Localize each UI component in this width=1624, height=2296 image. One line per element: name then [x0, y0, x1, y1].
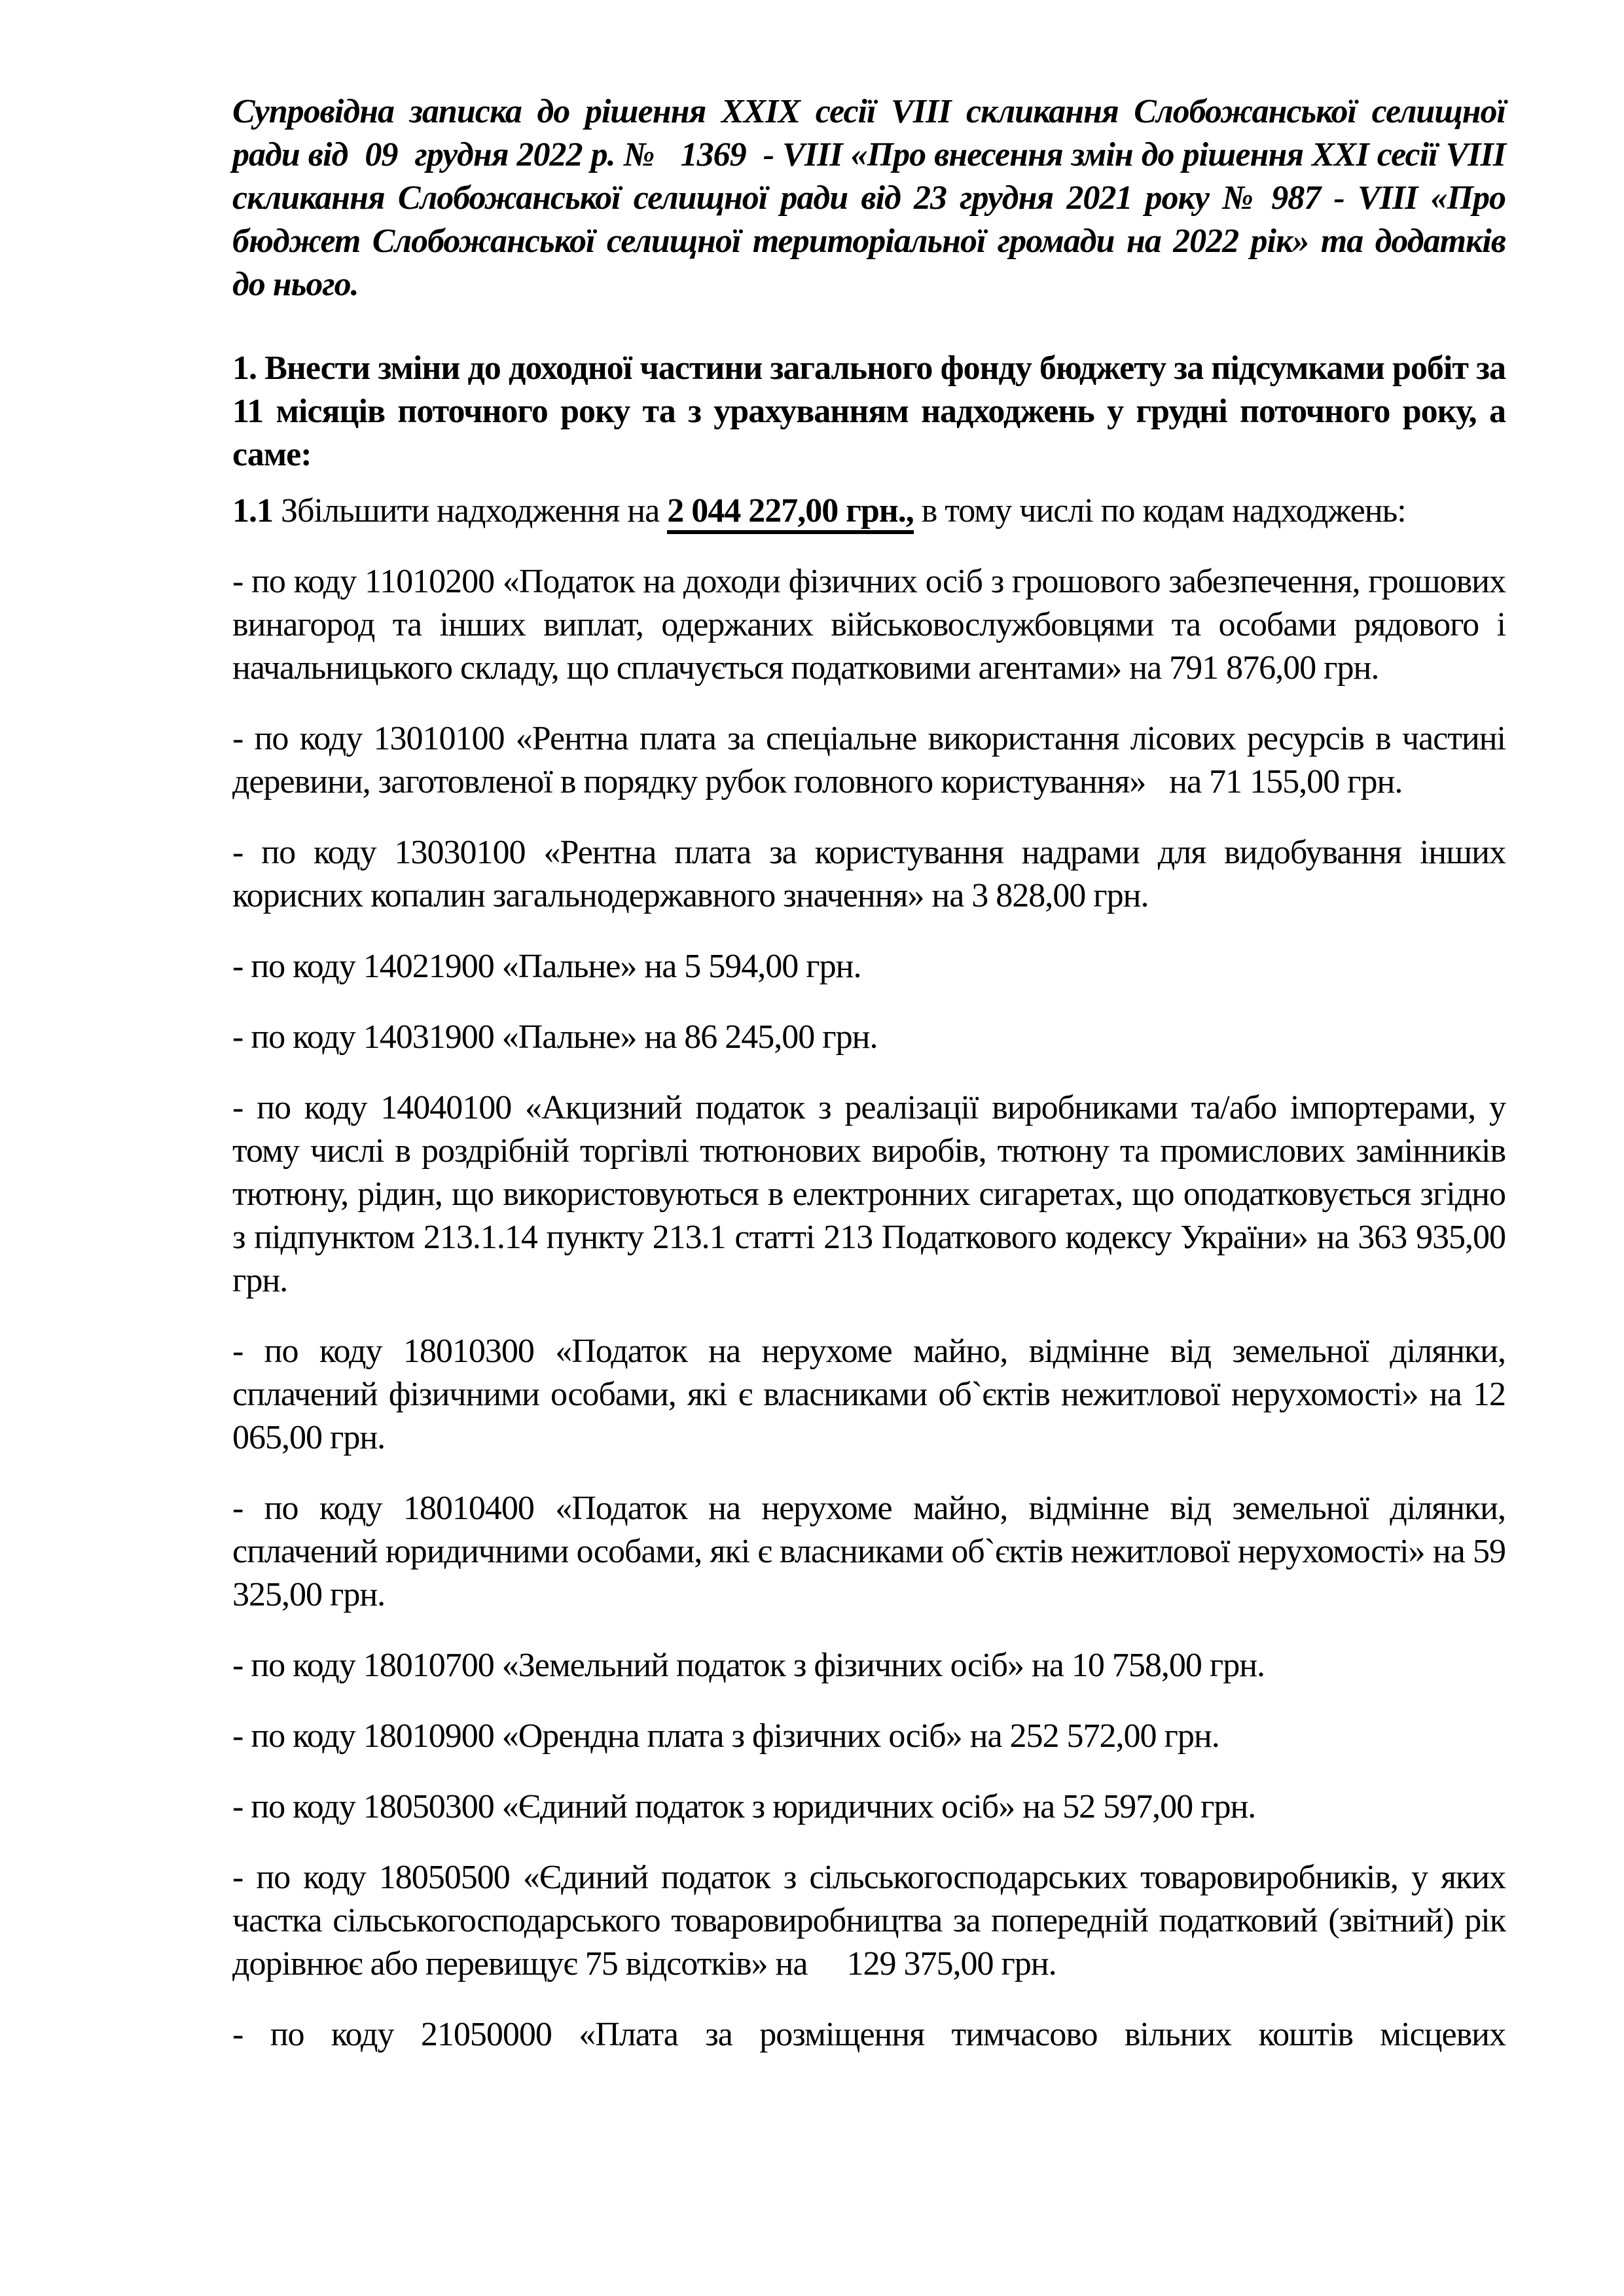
section-1-1-number: 1.1 — [232, 492, 273, 529]
document-title: Супровідна записка до рішення XXIX сесії VIII скликання Слобожанської селищної ради від 09 грудня 2022 р. № 1369 - VIII «Про внесення змін до рішення XXI сесії VIII скликання Слобожанської селищної ради від 23 грудня 2021 року № 987 - VIII «Про бюджет Слобожанської селищної територіальної громади на 2022 рік» та додатків до нього. — [232, 93, 1506, 303]
revenue-item-18010400: - по коду 18010400 «Податок на нерухоме майно, відмінне від земельної ділянки, сплачений юридичними особами, які є власниками об`єктів нежитлової нерухомості» на 59 325,00 грн. — [232, 1490, 1506, 1613]
revenue-item-14031900: - по коду 14031900 «Пальне» на 86 245,00 грн. — [232, 1018, 878, 1056]
section-1-1-lead-text: Збільшити надходження на — [273, 492, 668, 529]
revenue-item-13030100: - по коду 13030100 «Рентна плата за користування надрами для видобування інших корисних копалин загальнодержавного значення» на 3 828,00 грн. — [232, 834, 1506, 914]
revenue-item-11010200: - по коду 11010200 «Податок на доходи фізичних осіб з грошового забезпечення, грошових винагород та інших виплат, одержаних військовослужбовцями та особами рядового і начальницького складу, що сплачується податковими агентами» на 791 876,00 грн. — [232, 563, 1506, 687]
section-1-1-rest-text: в тому числі по кодам надходжень: — [913, 492, 1406, 529]
revenue-item-14021900: - по коду 14021900 «Пальне» на 5 594,00 грн. — [232, 948, 861, 985]
revenue-item-13010100: - по коду 13010100 «Рентна плата за спеціальне використання лісових ресурсів в частині деревини, заготовленої в порядку рубок головного користування» на 71 155,00 грн. — [232, 720, 1506, 800]
revenue-item-21050000: - по коду 21050000 «Плата за розміщення тимчасово вільних коштів місцевих — [232, 2016, 1506, 2053]
total-increase-amount: 2 044 227,00 грн., — [667, 492, 914, 534]
section-1-1-paragraph — [232, 490, 1506, 533]
document-page — [232, 90, 1506, 2056]
revenue-item-18010700: - по коду 18010700 «Земельний податок з фізичних осіб» на 10 758,00 грн. — [232, 1647, 1265, 1684]
revenue-item-18050500: - по коду 18050500 «Єдиний податок з сільськогосподарських товаровиробників, у яких частка сільськогосподарського товаровиробництва за попередній податковий (звітний) рік дорівнює або перевищує 75 відсотків» на 129 375,00 грн. — [232, 1859, 1506, 1982]
revenue-item-14040100: - по коду 14040100 «Акцизний податок з реалізації виробниками та/або імпортерами, у тому числі в роздрібній торгівлі тютюнових виробів, тютюну та промислових замінників тютюну, рідин, що використовуються в електронних сигаретах, що оподатковується згідно з підпунктом 213.1.14 пункту 213.1 статті 213 Податкового кодексу України» на 363 935,00 грн. — [232, 1089, 1506, 1299]
revenue-item-18010300: - по коду 18010300 «Податок на нерухоме майно, відмінне від земельної ділянки, сплачений фізичними особами, які є власниками об`єктів нежитлової нерухомості» на 12 065,00 грн. — [232, 1333, 1506, 1456]
revenue-item-18050300: - по коду 18050300 «Єдиний податок з юридичних осіб» на 52 597,00 грн. — [232, 1788, 1256, 1825]
section-1-heading: 1. Внести зміни до доходної частини загального фонду бюджету за підсумками робіт за 11 місяців поточного року та з урахуванням надходжень у грудні поточного року, а саме: — [232, 350, 1506, 473]
revenue-item-18010900: - по коду 18010900 «Орендна плата з фізичних осіб» на 252 572,00 грн. — [232, 1717, 1219, 1755]
